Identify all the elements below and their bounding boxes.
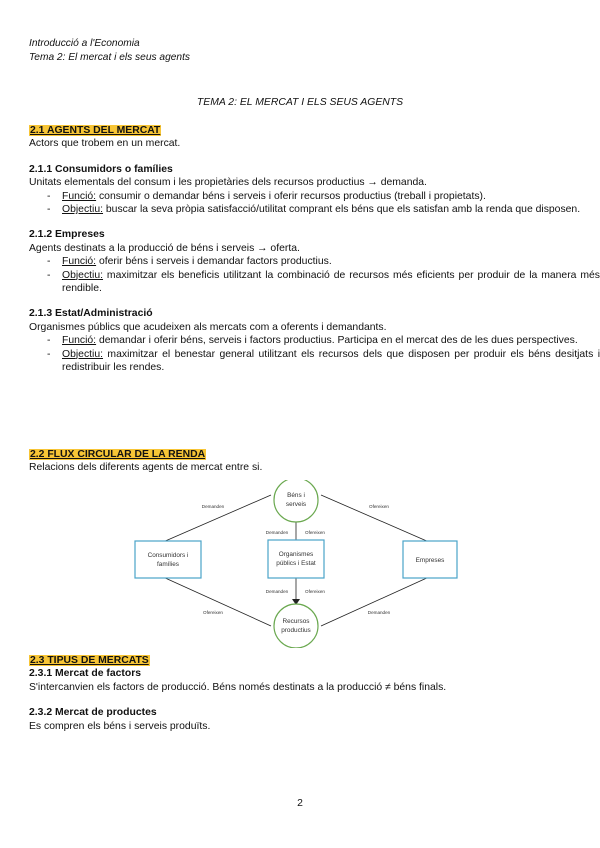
list-item: - Funció: oferir béns i serveis i demandar factors productius. (29, 255, 600, 268)
subsection-heading-2-1-2: 2.1.2 Empreses (29, 229, 105, 241)
box-label: Consumidors i (147, 552, 189, 559)
bullet-list (29, 190, 600, 217)
header-topic: Tema 2: El mercat i els seus agents (29, 51, 190, 63)
page-header (29, 37, 190, 64)
section-intro: Relacions dels diferents agents de mercat entre si. (29, 462, 263, 474)
subsection-desc: Es compren els béns i serveis produïts. (29, 720, 211, 732)
page-number: 2 (297, 798, 303, 809)
households-box (135, 541, 201, 578)
flow-label: Ofereixen (305, 589, 325, 594)
connector-line (163, 577, 271, 626)
section-circular-flow (29, 448, 262, 475)
subsection-heading-2-3-2: 2.3.2 Mercat de productes (29, 707, 157, 719)
node-label: serveis (285, 501, 307, 508)
bullet-list (29, 334, 600, 374)
subsection-desc: Unitats elementals del consum i les propietàries dels recursos productius → demanda. (29, 177, 427, 189)
section-market-types (29, 654, 446, 733)
box-label: públics i Estat (276, 560, 316, 567)
flow-label: Ofereixen (369, 504, 389, 509)
document-title: TEMA 2: EL MERCAT I ELS SEUS AGENTS (196, 97, 404, 108)
section-agents (29, 124, 600, 375)
section-intro: Actors que trobem en un mercat. (29, 138, 181, 150)
subsection-desc: Agents destinats a la producció de béns i serveis → oferta. (29, 242, 300, 254)
subsection-heading-2-1-3: 2.1.3 Estat/Administració (29, 308, 153, 320)
header-course: Introducció a l'Economia (29, 38, 140, 49)
section-heading-2-3: 2.3 TIPUS DE MERCATS (30, 655, 149, 666)
connector-line (321, 577, 429, 626)
box-label: famílies (156, 561, 180, 568)
resources-node (274, 604, 318, 648)
node-label: productius (281, 627, 311, 634)
list-item: - Objectiu: maximitzar el benestar general utilitzant els recursos dels que disposen per produir els béns desitjats i redistribuir les rendes. (29, 348, 600, 375)
section-heading-2-1: 2.1 AGENTS DEL MERCAT (30, 125, 161, 136)
subsection-desc: Organismes públics que acudeixen als mercats com a oferents i demandants. (29, 321, 387, 333)
box-label: Empreses (415, 557, 445, 564)
flow-label: Demanden (265, 530, 289, 535)
list-item: - Funció: consumir o demandar béns i serveis i oferir recursos productius (treball i propietats). (29, 190, 600, 203)
flow-label: Demanden (367, 610, 391, 615)
flow-label: Ofereixen (305, 530, 325, 535)
connector-line (163, 495, 271, 542)
circular-flow-diagram (131, 480, 461, 648)
list-item: - Objectiu: maximitzar els beneficis utilitzant la combinació de recursos més eficients per produir de la manera més rendible. (29, 269, 600, 296)
connector-line (321, 495, 429, 542)
node-label: Recursos (282, 618, 310, 625)
flow-label: Ofereixen (203, 610, 223, 615)
flow-label: Demanden (201, 504, 225, 509)
section-heading-2-2: 2.2 FLUX CIRCULAR DE LA RENDA (30, 449, 206, 460)
flow-label: Demanden (265, 589, 289, 594)
box-label: Organismes (278, 551, 314, 558)
subsection-heading-2-1-1: 2.1.1 Consumidors o famílies (29, 163, 173, 175)
bullet-list (29, 255, 600, 295)
list-item: - Objectiu: buscar la seva pròpia satisfacció/utilitat comprant els béns que els satisfan amb la renda que disposen. (29, 203, 600, 216)
subsection-heading-2-3-1: 2.3.1 Mercat de factors (29, 668, 142, 680)
node-label: Béns i (287, 492, 305, 499)
subsection-desc: S'intercanvien els factors de producció. Béns només destinats a la producció ≠ béns finals. (29, 681, 447, 693)
state-box (268, 540, 324, 578)
list-item: - Funció: demandar i oferir béns, serveis i factors productius. Participa en el mercat des de les dues perspectives. (29, 334, 600, 347)
